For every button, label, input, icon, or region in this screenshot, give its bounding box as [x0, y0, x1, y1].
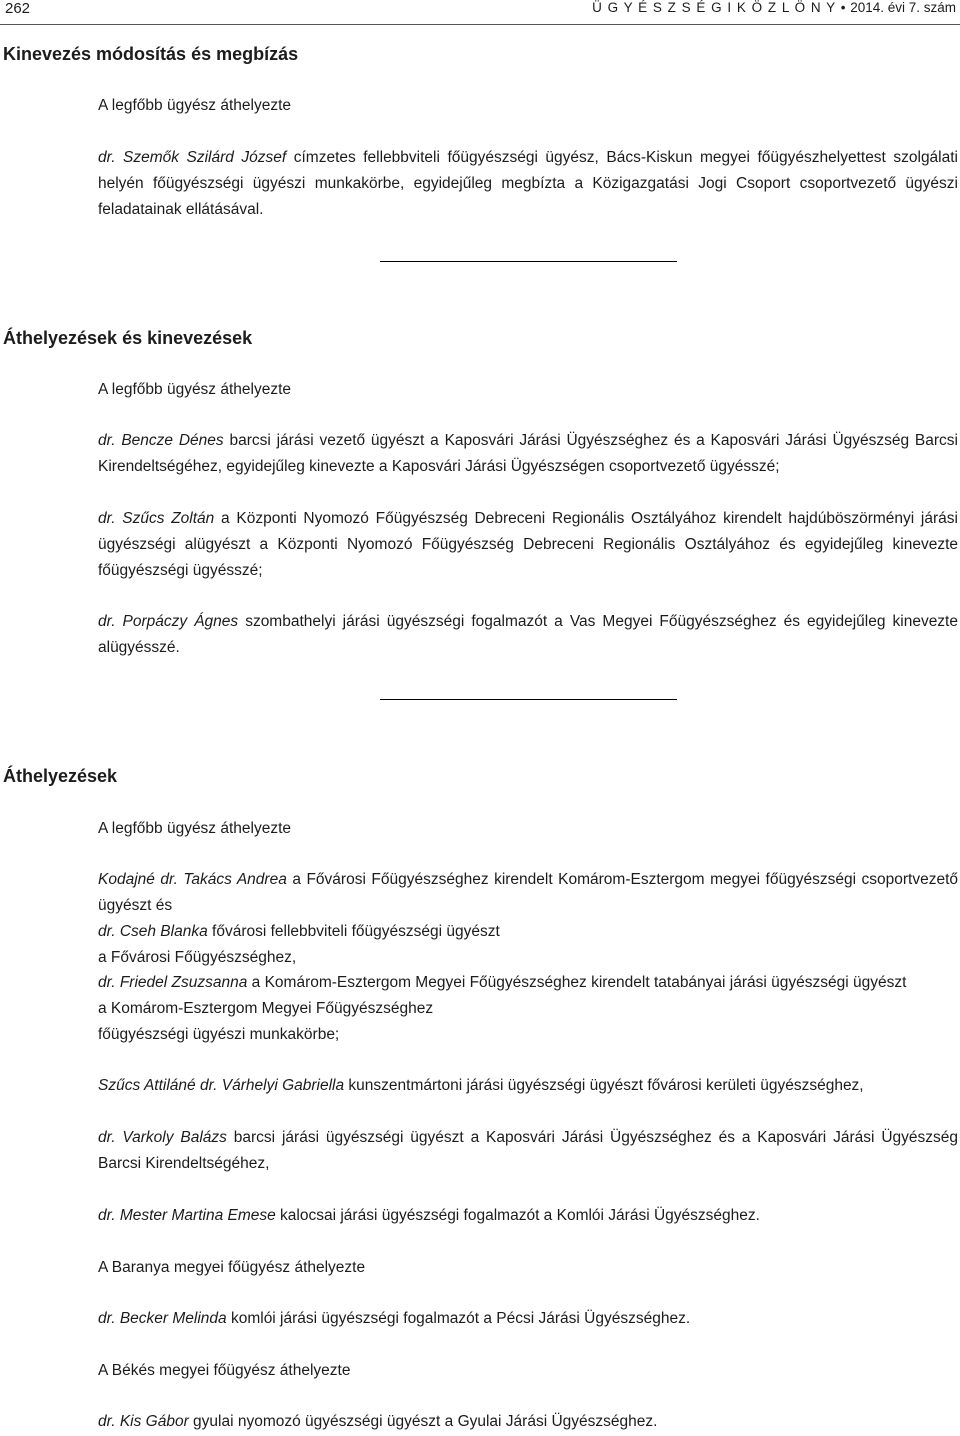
paragraph-line: a Komárom-Esztergom Megyei Főügyészséghez	[98, 1000, 434, 1017]
person-prefix: dr.	[98, 1310, 120, 1327]
person-prefix: dr.	[98, 1413, 120, 1430]
authority-line: A legfőbb ügyész áthelyezte	[98, 381, 292, 398]
appointment-paragraph	[98, 145, 958, 223]
appointment-paragraph	[98, 1203, 958, 1229]
person-prefix: dr.	[98, 1129, 123, 1146]
section-separator	[380, 699, 677, 700]
paragraph-line	[98, 919, 958, 945]
paragraph-text: fővárosi fellebbviteli főügyészségi ügyészt	[207, 923, 500, 940]
appointment-paragraph	[98, 919, 958, 971]
person-name: Varkoly Balázs	[122, 1129, 227, 1146]
header-rule	[0, 24, 960, 25]
person-name: Mester Martina Emese	[119, 1207, 276, 1224]
section-title-athelyezesek: Áthelyezések	[3, 766, 118, 786]
page-number: 262	[5, 0, 31, 17]
appointment-paragraph	[98, 1306, 958, 1332]
person-name: Becker Melinda	[119, 1310, 227, 1327]
person-prefix: dr.	[98, 1207, 120, 1224]
person-name: Bencze Dénes	[121, 432, 224, 449]
person-name: dr. Szemők Szilárd József	[98, 149, 287, 166]
person-name: Szűcs Zoltán	[122, 510, 215, 527]
paragraph-line	[98, 970, 958, 996]
paragraph-text: komlói járási ügyészségi fogalmazót a Pécsi Járási Ügyészséghez.	[226, 1310, 691, 1327]
journal-name: Ü G Y É S Z S É G I K Ö Z L Ö N Y	[592, 0, 836, 15]
section-title-athelyezesek-kinevezesek: Áthelyezések és kinevezések	[3, 328, 253, 348]
section-title-kinevezes: Kinevezés módosítás és megbízás	[3, 44, 299, 64]
appointment-paragraph	[98, 506, 958, 584]
paragraph-text: szombathelyi járási ügyészségi fogalmazót a Vas Megyei Főügyészséghez és egyidejűleg kinevezte alügyésszé.	[98, 613, 958, 656]
paragraph-text: kunszentmártoni járási ügyészségi ügyészt fővárosi kerületi ügyészséghez,	[344, 1077, 864, 1094]
authority-line: A legfőbb ügyész áthelyezte	[98, 820, 292, 837]
paragraph-text: barcsi járási ügyészségi ügyészt a Kaposvári Járási Ügyészséghez és a Kaposvári Járási Ügyészség Barcsi Kirendeltségéhez,	[98, 1129, 958, 1172]
paragraph-text: a Központi Nyomozó Főügyészség Debreceni Regionális Osztályához kirendelt hajdúböszörményi járási ügyészségi alügyészt a Központi Nyomozó Főügyészség Debreceni Regionális Osztályához és egyidejűleg kinevezte főügyészségi ügyésszé;	[98, 510, 958, 579]
appointment-paragraph	[98, 1125, 958, 1177]
issue-number: 2014. évi 7. szám	[850, 0, 956, 15]
paragraph-line: főügyészségi ügyészi munkakörbe;	[98, 1026, 340, 1043]
paragraph-text: kalocsai járási ügyészségi fogalmazót a Komlói Járási Ügyészséghez.	[275, 1207, 760, 1224]
section-separator	[380, 261, 677, 262]
person-prefix: dr.	[98, 510, 123, 527]
person-prefix: dr.	[98, 974, 120, 991]
appointment-paragraph	[98, 970, 958, 1048]
person-name: Kis Gábor	[119, 1413, 189, 1430]
authority-line: A Békés megyei főügyész áthelyezte	[98, 1362, 351, 1379]
header-bullet: •	[840, 0, 846, 15]
appointment-paragraph	[98, 609, 958, 661]
journal-header	[592, 0, 956, 15]
paragraph-text: gyulai nyomozó ügyészségi ügyészt a Gyulai Járási Ügyészséghez.	[188, 1413, 658, 1430]
person-name: Porpáczy Ágnes	[122, 613, 239, 630]
person-name: Kodajné dr. Takács Andrea	[98, 871, 287, 888]
appointment-paragraph	[98, 1073, 958, 1099]
appointment-paragraph	[98, 867, 958, 919]
person-prefix: dr.	[98, 613, 123, 630]
authority-line: A Baranya megyei főügyész áthelyezte	[98, 1259, 366, 1276]
paragraph-text: barcsi járási vezető ügyészt a Kaposvári Járási Ügyészséghez és a Kaposvári Járási Ügyészség Barcsi Kirendeltségéhez, egyidejűleg kinevezte a Kaposvári Járási Ügyészségen csoportvezető ügyésszé;	[98, 432, 958, 475]
paragraph-line: a Fővárosi Főügyészséghez,	[98, 949, 297, 966]
paragraph-text: a Fővárosi Főügyészséghez kirendelt Komárom-Esztergom megyei főügyészségi csoportvezető ügyészt és	[98, 871, 958, 914]
person-name: Friedel Zsuzsanna	[119, 974, 248, 991]
appointment-paragraph	[98, 1409, 958, 1435]
paragraph-text: a Komárom-Esztergom Megyei Főügyészséghez kirendelt tatabányai járási ügyészségi ügyészt	[247, 974, 907, 991]
person-name: Szűcs Attiláné dr. Várhelyi Gabriella	[98, 1077, 345, 1094]
paragraph-text: címzetes fellebbviteli főügyészségi ügyész, Bács-Kiskun megyei főügyészhelyettest szolgálati helyén főügyészségi ügyészi munkakörbe, egyidejűleg megbízta a Közigazgatási Jogi Csoport csoportvezető ügyészi feladatainak ellátásával.	[98, 149, 958, 218]
person-name: dr. Cseh Blanka	[98, 923, 208, 940]
person-prefix: dr.	[98, 432, 122, 449]
authority-line: A legfőbb ügyész áthelyezte	[98, 97, 292, 114]
appointment-paragraph	[98, 428, 958, 480]
